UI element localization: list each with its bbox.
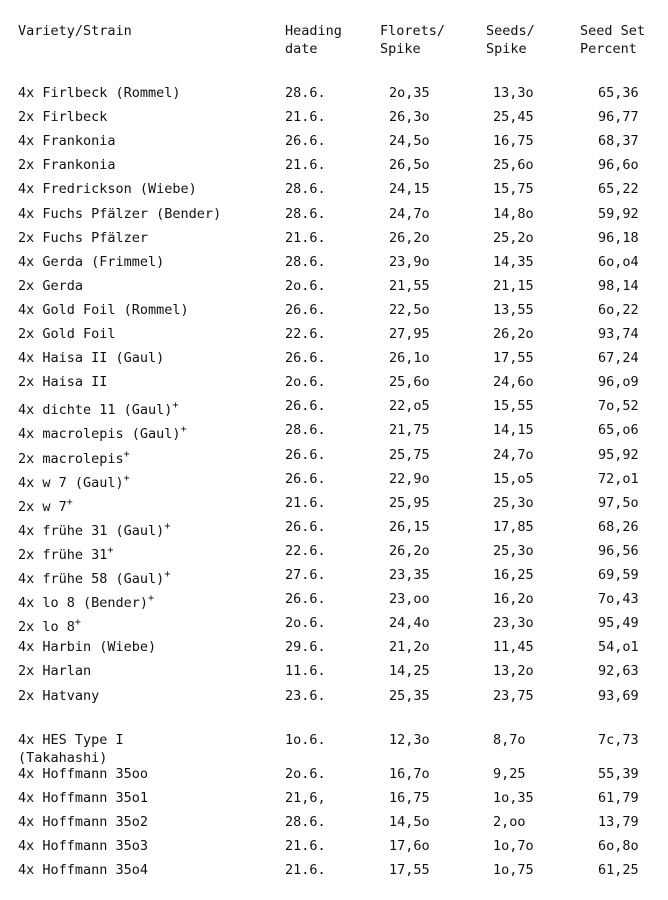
seed-set-cell: 98,14 (598, 277, 639, 294)
variety-cell: 4x Gold Foil (Rommel) (18, 301, 189, 318)
seed-set-cell: 13,79 (598, 813, 639, 830)
table-row (0, 494, 668, 518)
variety-cell: 4x Hoffmann 35oo (18, 765, 149, 782)
table-row (0, 156, 668, 180)
table-row (0, 108, 668, 132)
florets-cell: 24,5o (389, 133, 430, 150)
florets-cell: 27,95 (389, 326, 430, 342)
date-cell: 21.6. (285, 862, 326, 879)
seed-set-cell: 93,74 (598, 326, 639, 342)
seeds-cell: 17,55 (493, 350, 534, 367)
table-row (0, 687, 668, 711)
variety-cell: 4x lo 8 (Bender)+ (18, 593, 155, 612)
seeds-cell: 26,2o (493, 326, 534, 342)
variety-cell: 4x w 7 (Gaul)+ (18, 472, 130, 491)
table-row (0, 301, 668, 325)
florets-cell: 21,75 (389, 422, 430, 439)
florets-cell: 26,15 (389, 518, 430, 535)
variety-cell: 2x lo 8+ (18, 617, 81, 636)
date-cell: 21.6. (285, 229, 326, 246)
florets-cell: 14,5o (389, 813, 430, 830)
variety-cell: 4x frühe 31 (Gaul)+ (18, 520, 171, 539)
seed-set-cell: 6o,8o (598, 838, 639, 854)
florets-cell: 23,9o (389, 253, 430, 270)
seeds-cell: 16,75 (493, 133, 534, 150)
table-row (0, 861, 668, 885)
table-row (0, 470, 668, 494)
date-cell: 2o.6. (285, 765, 326, 782)
seeds-cell: 24,6o (493, 374, 534, 391)
footnote-marker: + (107, 544, 114, 556)
table-row (0, 731, 668, 766)
date-cell: 26.6. (285, 446, 326, 463)
florets-cell: 17,55 (389, 862, 430, 879)
table-row (0, 325, 668, 349)
seeds-cell: 23,3o (493, 615, 534, 632)
date-cell: 2o.6. (285, 277, 326, 294)
footnote-marker: + (172, 400, 179, 412)
seeds-cell: 25,6o (493, 157, 534, 174)
seeds-cell: 13,3o (493, 85, 534, 101)
seed-set-cell: 96,77 (598, 109, 639, 126)
variety-cell: 2x w 7+ (18, 496, 73, 515)
seed-set-cell: 95,92 (598, 446, 639, 463)
seed-set-cell: 72,o1 (598, 470, 639, 487)
table-row (0, 614, 668, 638)
florets-cell: 16,75 (389, 789, 430, 806)
seeds-cell: 15,75 (493, 181, 534, 198)
seeds-cell: 14,15 (493, 422, 534, 439)
variety-cell: 4x Hoffmann 35o1 (18, 789, 149, 806)
date-cell: 21.6. (285, 157, 326, 174)
date-cell: 21,6, (285, 789, 326, 806)
florets-cell: 25,95 (389, 494, 430, 511)
table-row (0, 180, 668, 204)
seed-set-cell: 7c,73 (598, 731, 639, 748)
seed-set-cell: 54,o1 (598, 639, 639, 656)
footnote-marker: + (164, 569, 171, 580)
date-cell: 26.6. (285, 591, 326, 608)
table-row (0, 638, 668, 662)
table-row (0, 373, 668, 397)
date-cell: 2o.6. (285, 615, 326, 632)
seed-set-cell: 97,5o (598, 494, 639, 511)
florets-cell: 17,6o (389, 838, 430, 854)
seed-set-cell: 95,49 (598, 615, 639, 632)
variety-cell: 4x Fuchs Pfälzer (Bender) (18, 205, 222, 222)
seeds-cell: 17,85 (493, 518, 534, 535)
seeds-cell: 23,75 (493, 687, 534, 704)
variety-cell: 2x macrolepis+ (18, 448, 130, 467)
florets-cell: 25,6o (389, 374, 430, 391)
variety-cell: 2x Harlan (18, 663, 92, 680)
table-row (0, 349, 668, 373)
variety-cell: 2x Haisa II (18, 374, 108, 391)
seed-set-cell: 59,92 (598, 205, 639, 222)
seed-set-cell: 65,22 (598, 181, 639, 198)
florets-cell: 25,35 (389, 687, 430, 704)
footnote-marker: + (74, 617, 81, 629)
table-row (0, 253, 668, 277)
variety-cell: 4x frühe 58 (Gaul)+ (18, 569, 171, 587)
variety-cell: 4x Hoffmann 35o4 (18, 862, 149, 879)
table-row (0, 277, 668, 301)
date-cell: 26.6. (285, 350, 326, 367)
variety-cell: 4x macrolepis (Gaul)+ (18, 424, 187, 443)
date-cell: 28.6. (285, 253, 326, 270)
variety-cell: 4x Harbin (Wiebe) (18, 639, 157, 656)
seed-set-cell: 6o,22 (598, 301, 639, 318)
seed-set-cell: 68,37 (598, 133, 639, 150)
header-variety: Variety/Strain (18, 23, 132, 39)
table-row (0, 229, 668, 253)
seed-set-cell: 55,39 (598, 765, 639, 782)
seeds-cell: 25,3o (493, 542, 534, 559)
seed-set-cell: 65,36 (598, 85, 639, 101)
florets-cell: 16,7o (389, 765, 430, 782)
seeds-cell: 11,45 (493, 639, 534, 656)
florets-cell: 2o,35 (389, 85, 430, 101)
seeds-cell: 24,7o (493, 446, 534, 463)
seeds-cell: 13,2o (493, 663, 534, 680)
date-cell: 21.6. (285, 494, 326, 511)
florets-cell: 12,3o (389, 731, 430, 748)
date-cell: 21.6. (285, 838, 326, 854)
variety-cell: 4x Fredrickson (Wiebe) (18, 181, 197, 198)
seeds-cell: 9,25 (493, 765, 526, 782)
variety-cell: 4x HES Type I (Takahashi) (18, 731, 124, 766)
seeds-cell: 2,oo (493, 813, 526, 830)
seeds-cell: 15,o5 (493, 470, 534, 487)
florets-cell: 24,4o (389, 615, 430, 632)
seeds-cell: 14,8o (493, 205, 534, 222)
table-row (0, 662, 668, 686)
variety-cell: 4x Hoffmann 35o3 (18, 838, 149, 854)
variety-cell: 2x Fuchs Pfälzer (18, 229, 149, 246)
date-cell: 28.6. (285, 85, 326, 101)
seed-set-cell: 93,69 (598, 687, 639, 704)
seeds-cell: 1o,35 (493, 789, 534, 806)
florets-cell: 23,oo (389, 591, 430, 608)
seed-set-cell: 92,63 (598, 663, 639, 680)
variety-cell: 4x Firlbeck (Rommel) (18, 85, 181, 101)
variety-cell: 4x Gerda (Frimmel) (18, 253, 165, 270)
date-cell: 28.6. (285, 422, 326, 439)
date-cell: 27.6. (285, 567, 326, 583)
variety-cell: 2x Gold Foil (18, 326, 116, 342)
date-cell: 28.6. (285, 181, 326, 198)
seed-set-cell: 96,56 (598, 542, 639, 559)
date-cell: 26.6. (285, 518, 326, 535)
variety-cell: 4x Haisa II (Gaul) (18, 350, 165, 367)
florets-cell: 26,1o (389, 350, 430, 367)
florets-cell: 24,15 (389, 181, 430, 198)
table-row (0, 397, 668, 421)
table-row (0, 765, 668, 789)
date-cell: 11.6. (285, 663, 326, 680)
date-cell: 21.6. (285, 109, 326, 126)
variety-cell: 4x dichte 11 (Gaul)+ (18, 400, 179, 419)
seeds-cell: 13,55 (493, 301, 534, 318)
footnote-marker: + (123, 448, 130, 460)
table-row (0, 518, 668, 542)
seed-set-cell: 96,18 (598, 229, 639, 246)
variety-cell: 2x Frankonia (18, 157, 116, 174)
variety-cell: 2x Hatvany (18, 687, 100, 704)
florets-cell: 21,55 (389, 277, 430, 294)
seeds-cell: 25,2o (493, 229, 534, 246)
table-row (0, 837, 668, 861)
footnote-marker: + (148, 593, 155, 605)
seeds-cell: 25,45 (493, 109, 534, 126)
variety-cell: 4x Frankonia (18, 133, 116, 150)
seeds-cell: 21,15 (493, 277, 534, 294)
header-seeds: Seeds/ Spike (486, 23, 535, 57)
seed-set-cell: 7o,43 (598, 591, 639, 608)
seed-set-cell: 69,59 (598, 567, 639, 583)
florets-cell: 21,2o (389, 639, 430, 656)
date-cell: 29.6. (285, 639, 326, 656)
seed-set-cell: 61,79 (598, 789, 639, 806)
header-seed-set: Seed Set Percent (580, 23, 646, 57)
table-row (0, 813, 668, 837)
florets-cell: 14,25 (389, 663, 430, 680)
table-row (0, 590, 668, 614)
variety-cell: 2x Firlbeck (18, 109, 108, 126)
table-row (0, 789, 668, 813)
florets-cell: 26,2o (389, 229, 430, 246)
seed-set-cell: 68,26 (598, 518, 639, 535)
florets-cell: 22,5o (389, 301, 430, 318)
variety-cell: 4x Hoffmann 35o2 (18, 813, 149, 830)
seed-set-cell: 96,o9 (598, 374, 639, 391)
table-row (0, 132, 668, 156)
seeds-cell: 16,25 (493, 567, 534, 583)
date-cell: 22.6. (285, 542, 326, 559)
seed-set-cell: 7o,52 (598, 398, 639, 415)
table-row (0, 84, 668, 108)
date-cell: 26.6. (285, 133, 326, 150)
date-cell: 22.6. (285, 326, 326, 342)
table-row (0, 205, 668, 229)
date-cell: 26.6. (285, 301, 326, 318)
florets-cell: 24,7o (389, 205, 430, 222)
seeds-cell: 16,2o (493, 591, 534, 608)
table-row (0, 421, 668, 445)
seeds-cell: 25,3o (493, 494, 534, 511)
footnote-marker: + (123, 472, 130, 484)
table-row (0, 566, 668, 590)
seeds-cell: 1o,7o (493, 838, 534, 854)
date-cell: 28.6. (285, 813, 326, 830)
variety-cell: 2x frühe 31+ (18, 544, 114, 563)
seed-set-cell: 61,25 (598, 862, 639, 879)
florets-cell: 23,35 (389, 567, 430, 583)
date-cell: 28.6. (285, 205, 326, 222)
variety-cell: 2x Gerda (18, 277, 84, 294)
florets-cell: 26,3o (389, 109, 430, 126)
header-heading-date: Heading date (285, 23, 342, 57)
seeds-cell: 14,35 (493, 253, 534, 270)
seed-set-cell: 96,6o (598, 157, 639, 174)
footnote-marker: + (66, 496, 73, 508)
table-row (0, 542, 668, 566)
footnote-marker: + (180, 424, 187, 436)
seed-set-cell: 6o,o4 (598, 253, 639, 270)
date-cell: 26.6. (285, 398, 326, 415)
footnote-marker: + (164, 520, 171, 532)
florets-cell: 22,o5 (389, 398, 430, 415)
header-florets: Florets/ Spike (380, 23, 446, 57)
seeds-cell: 1o,75 (493, 862, 534, 879)
date-cell: 23.6. (285, 687, 326, 704)
florets-cell: 22,9o (389, 470, 430, 487)
seed-set-cell: 67,24 (598, 350, 639, 367)
table-row (0, 446, 668, 470)
seed-set-cell: 65,o6 (598, 422, 639, 439)
florets-cell: 25,75 (389, 446, 430, 463)
seeds-cell: 8,7o (493, 731, 526, 748)
date-cell: 26.6. (285, 470, 326, 487)
florets-cell: 26,2o (389, 542, 430, 559)
florets-cell: 26,5o (389, 157, 430, 174)
date-cell: 2o.6. (285, 374, 326, 391)
date-cell: 1o.6. (285, 731, 326, 748)
seeds-cell: 15,55 (493, 398, 534, 415)
